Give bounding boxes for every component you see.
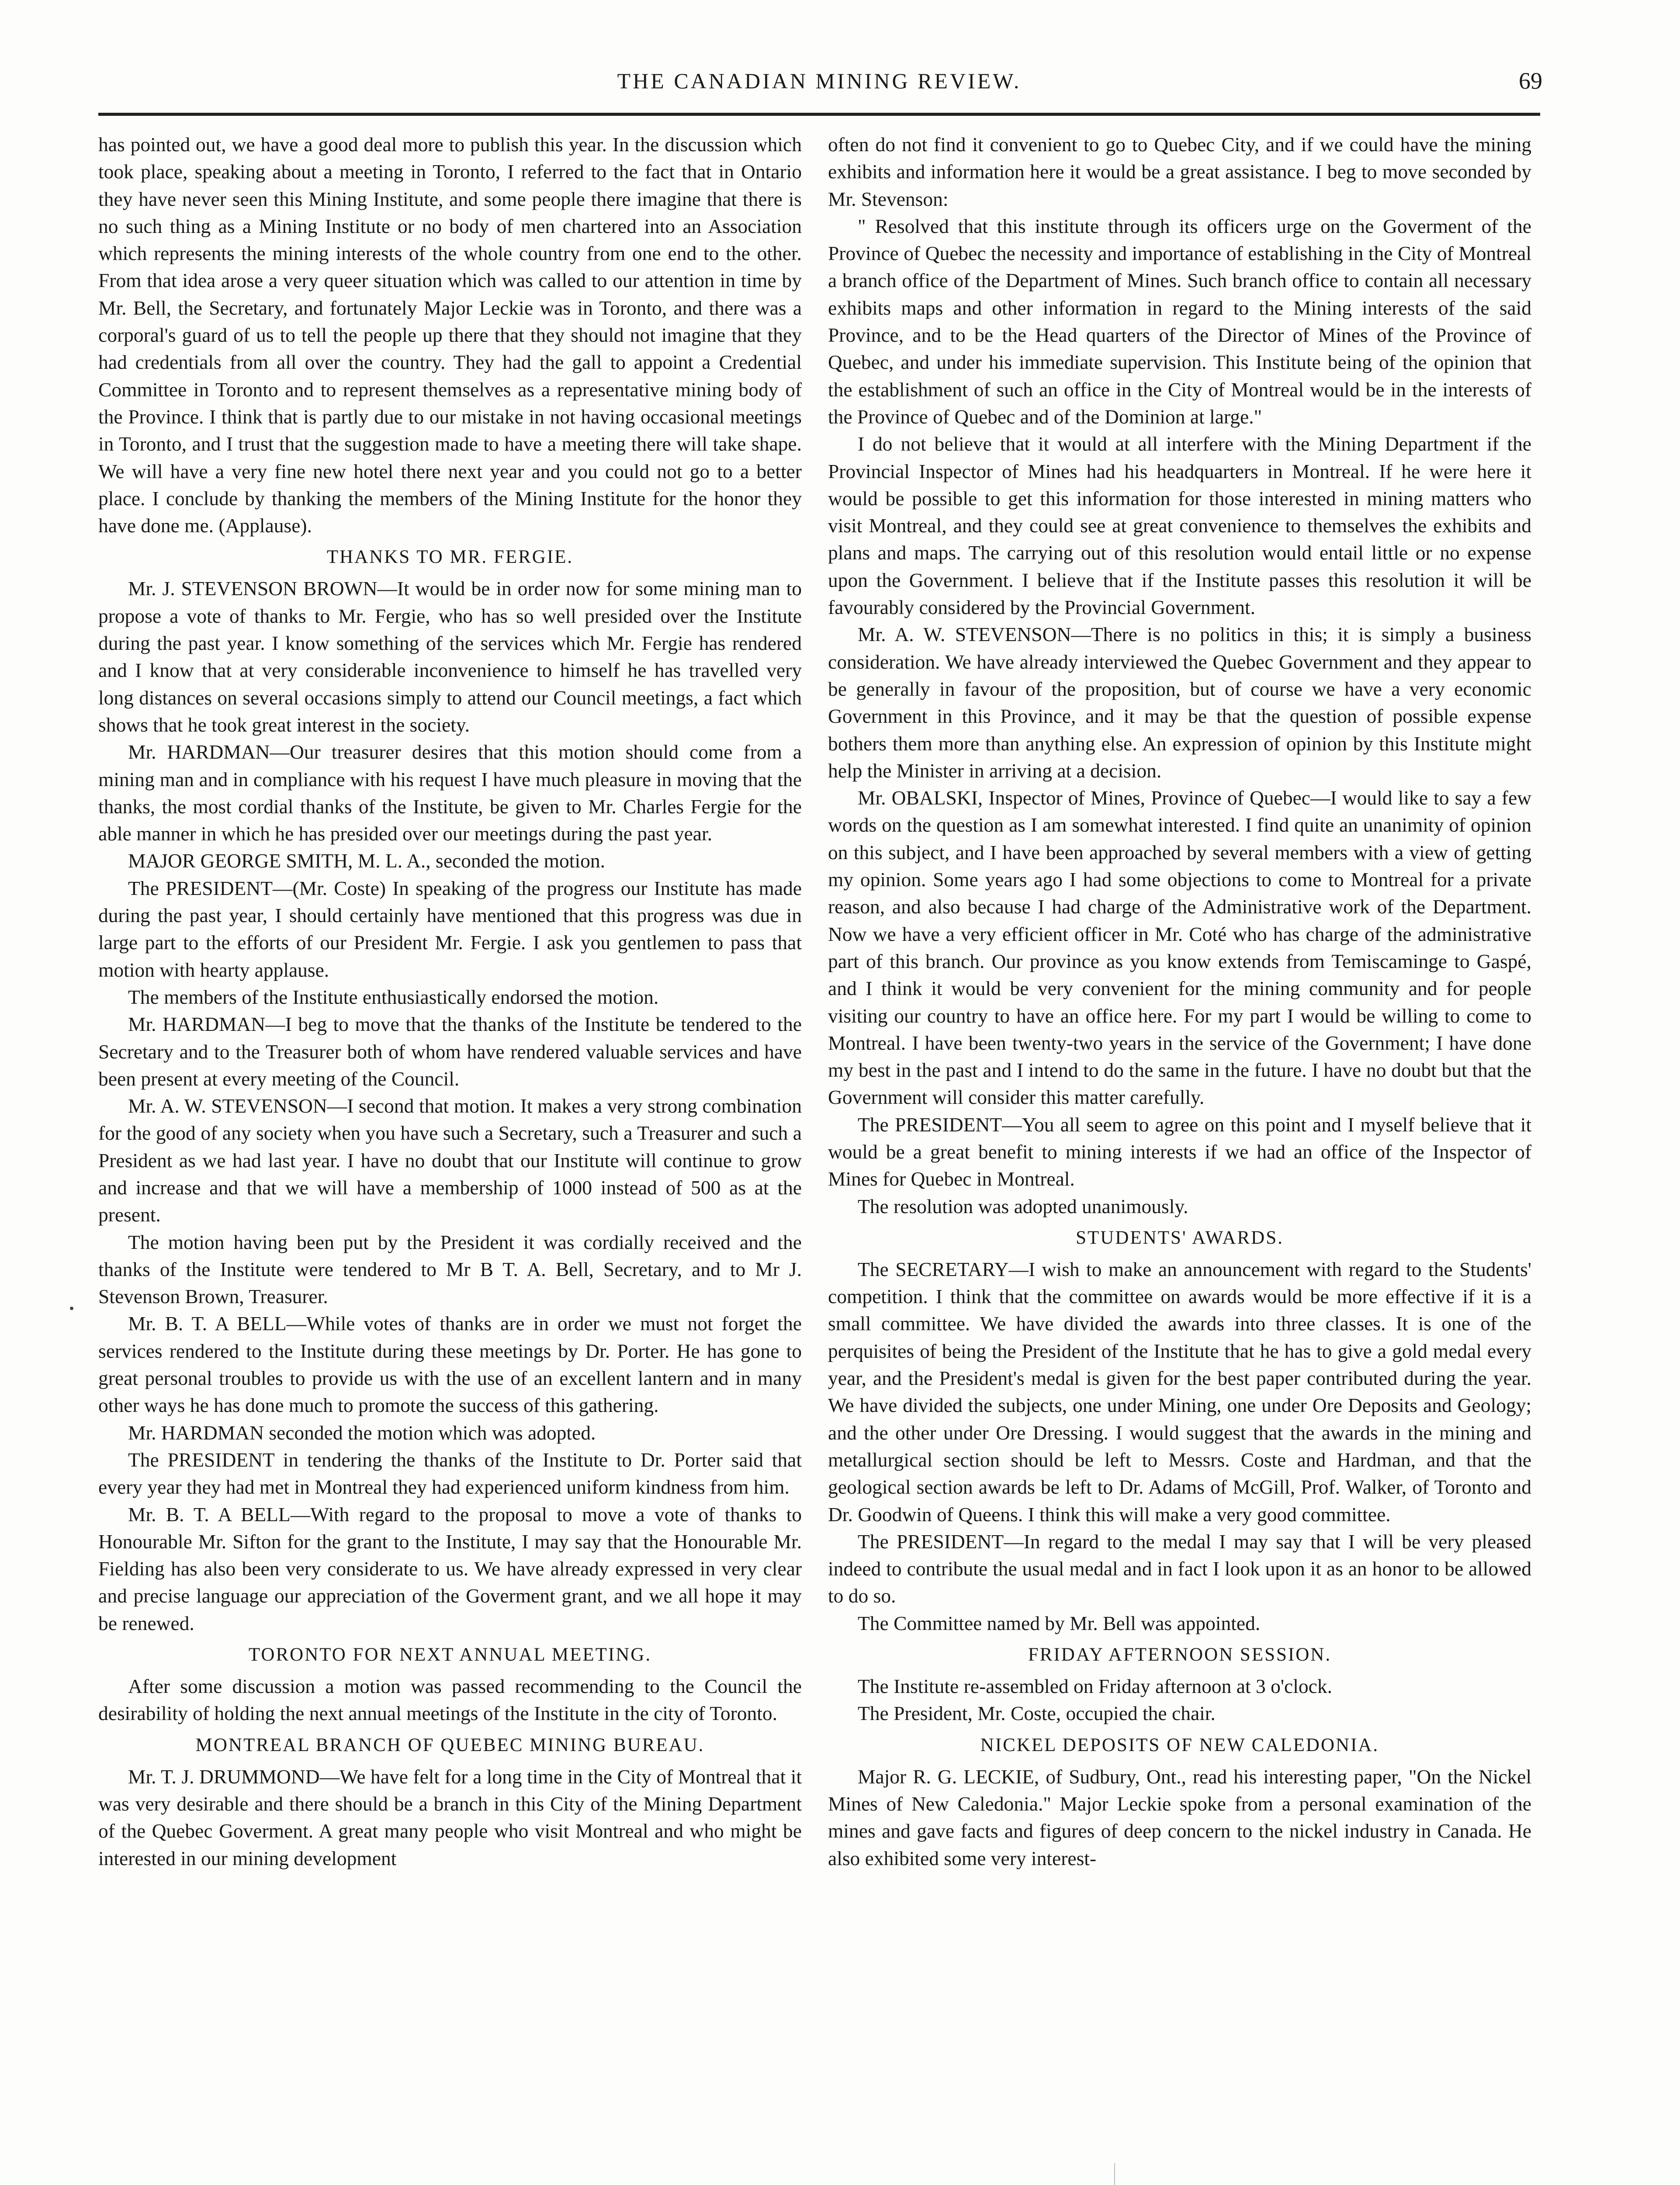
section-heading: FRIDAY AFTERNOON SESSION. <box>1028 1644 1332 1665</box>
paragraph: Mr. A. W. STEVENSON—There is no politics in this; it is simply a business consideration. We have already interviewed the Quebec Government and they appear to be generally in favour of the proposition, but of course we have a very economic Government in this Province, and it may be that the question of possible expense bothers them more than anything else. An expression of opinion by this Institute might help the Minister in arriving at a decision. <box>828 623 1531 782</box>
paragraph: " Resolved that this institute through its officers urge on the Goverment of the Province of Quebec the necessity and importance of establishing in the City of Montreal a branch office of the Department of Mines. Such branch office to contain all necessary exhibits maps and other information in regard to the Mining interests of the said Province, and to be the Head quarters of the Director of Mines of the Province of Quebec, and under his immediate supervision. This Institute being of the opinion that the establishment of such an office in the City of Montreal would be in the interests of the Province of Quebec and of the Dominion at large." <box>828 215 1531 428</box>
paragraph: Mr. J. STEVENSON BROWN—It would be in order now for some mining man to propose a vote of thanks to Mr. Fergie, who has so well presided over the Institute during the past year. I know something of the services which Mr. Fergie has rendered and I know that at very considerable inconvenience to himself he has travelled very long distances on several occasions simply to attend our Council meetings, a fact which shows that he took great interest in the society. <box>98 577 802 736</box>
paragraph: Mr. B. T. A BELL—While votes of thanks are in order we must not forget the services rendered to the Institute during these meetings by Dr. Porter. He has gone to great personal troubles to provide us with the use of an excellent lantern and in many other ways he has done much to promote the success of this gathering. <box>98 1312 802 1417</box>
paragraph: Mr. HARDMAN—I beg to move that the thanks of the Institute be tendered to the Secretary and to the Treasurer both of whom have rendered valuable services and have been present at every meeting of the Council. <box>98 1013 802 1090</box>
right-column <box>828 131 1531 1872</box>
running-title: THE CANADIAN MINING REVIEW. <box>617 69 1022 93</box>
section-heading: STUDENTS' AWARDS. <box>1076 1227 1284 1248</box>
section-heading: TORONTO FOR NEXT ANNUAL MEETING. <box>248 1644 652 1665</box>
section-heading: NICKEL DEPOSITS OF NEW CALEDONIA. <box>980 1734 1379 1755</box>
paragraph: The motion having been put by the President it was cordially received and the thanks of the Institute were tendered to Mr B T. A. Bell, Secretary, and to Mr J. Stevenson Brown, Treasurer. <box>98 1231 802 1308</box>
paragraph: Major R. G. LECKIE, of Sudbury, Ont., read his interesting paper, "On the Nickel Mines of New Caledonia." Major Leckie spoke from a personal examination of the mines and gave facts and figures of deep concern to the nickel industry in Canada. He also exhibited some very interest- <box>828 1765 1531 1869</box>
paragraph: Mr. HARDMAN—Our treasurer desires that this motion should come from a mining man and in compliance with his request I have much pleasure in moving that the thanks, the most cordial thanks of the Institute, be given to Mr. Charles Fergie for the able manner in which he has presided over our meetings during the past year. <box>98 741 802 845</box>
paragraph: The PRESIDENT—In regard to the medal I may say that I will be very pleased indeed to contribute the usual medal and in fact I look upon it as an honor to be allowed to do so. <box>828 1530 1531 1607</box>
fold-mark <box>1114 2163 1115 2185</box>
continued-paragraph: often do not find it convenient to go to Quebec City, and if we could have the mining exhibits and information here it would be a great assistance. I beg to move seconded by Mr. Stevenson: <box>828 133 1531 210</box>
paragraph: The SECRETARY—I wish to make an announcement with regard to the Students' competition. I think that the committee on awards would be more effective if it is a small committee. We have divided the awards into three classes. It is one of the perquisites of being the President of the Institute that he has to give a gold medal every year, and the President's medal is given for the best paper contributed during the year. We have divided the subjects, one under Mining, one under Ore Deposits and Geology; and the other under Ore Dressing. I would suggest that the awards in the mining and metallurgical section should be left to Messrs. Coste and Hardman, and that the geological section awards be left to Dr. Adams of McGill, Prof. Walker, of Toronto and Dr. Goodwin of Queens. I think this will make a very good committee. <box>828 1258 1531 1526</box>
paragraph: MAJOR GEORGE SMITH, M. L. A., seconded the motion. <box>128 850 605 872</box>
page-header <box>96 66 1542 101</box>
paragraph: The members of the Institute enthusiastically endorsed the motion. <box>128 985 659 1008</box>
paragraph: Mr. B. T. A BELL—With regard to the proposal to move a vote of thanks to Honourable Mr. Sifton for the grant to the Institute, I may say that the Honourable Mr. Fielding has also been very considerate to us. We have already expressed in very clear and precise language our appreciation of the Goverment grant, and we all hope it may be renewed. <box>98 1503 802 1634</box>
paragraph: Mr. A. W. STEVENSON—I second that motion. It makes a very strong combination for the good of any society when you have such a Secretary, such a Treasurer and such a President as we had last year. I have no doubt that our Institute will continue to grow and increase and that we will have a membership of 1000 instead of 500 as at the present. <box>98 1095 802 1226</box>
paragraph: Mr. T. J. DRUMMOND—We have felt for a long time in the City of Montreal that it was very desirable and there should be a branch in this City of the Mining Department of the Quebec Goverment. A great many people who visit Montreal and who might be interested in our mining development <box>98 1765 802 1869</box>
section-heading: MONTREAL BRANCH OF QUEBEC MINING BUREAU. <box>195 1734 705 1755</box>
paragraph: The PRESIDENT—(Mr. Coste) In speaking of the progress our Institute has made during the past year, I should certainly have mentioned that this progress was due in large part to the efforts of our President Mr. Fergie. I ask you gentlemen to pass that motion with hearty applause. <box>98 877 802 981</box>
paragraph: The PRESIDENT—You all seem to agree on this point and I myself believe that it would be a great benefit to mining interests if we had an office of the Inspector of Mines for Quebec in Montreal. <box>828 1113 1531 1190</box>
header-rule <box>98 113 1540 116</box>
paragraph: After some discussion a motion was passed recommending to the Council the desirability of holding the next annual meetings of the Institute in the city of Toronto. <box>98 1675 802 1725</box>
paragraph: The Institute re-assembled on Friday afternoon at 3 o'clock. <box>858 1675 1332 1698</box>
paragraph: The PRESIDENT in tendering the thanks of the Institute to Dr. Porter said that every year they had met in Montreal they had experienced uniform kindness from him. <box>98 1448 802 1498</box>
margin-mark <box>70 1307 73 1310</box>
section-heading: THANKS TO MR. FERGIE. <box>326 547 574 568</box>
paragraph: The Committee named by Mr. Bell was appointed. <box>858 1612 1261 1634</box>
paragraph: The President, Mr. Coste, occupied the chair. <box>858 1702 1216 1725</box>
page-number: 69 <box>1519 68 1542 94</box>
left-column <box>98 131 802 1872</box>
paragraph: The resolution was adopted unanimously. <box>858 1195 1188 1217</box>
continued-paragraph: has pointed out, we have a good deal more to publish this year. In the discussion which took place, speaking about a meeting in Toronto, I referred to the fact that in Ontario they have never seen this Mining Institute, and some people there imagine that there is no such thing as a Mining Institute or no body of men chartered into an Association which represents the mining interests of the whole country from one end to the other. From that idea arose a very queer situation which was called to our attention in time by Mr. Bell, the Secretary, and fortunately Major Leckie was in Toronto, and there was a corporal's guard of us to tell the people up there that they should not imagine that they had credentials from all over the country. They had the gall to appoint a Credential Committee in Toronto and to represent themselves as a representative mining body of the Province. I think that is partly due to our mistake in not having occasional meetings in Toronto, and I trust that the suggestion made to have a meeting there will take shape. We will have a very fine new hotel there next year and you could not go to a better place. I conclude by thanking the members of the Mining Institute for the honor they have done me. (Applause). <box>98 133 802 537</box>
paragraph: Mr. HARDMAN seconded the motion which was adopted. <box>128 1421 596 1444</box>
paragraph: Mr. OBALSKI, Inspector of Mines, Province of Quebec—I would like to say a few words on the question as I am somewhat interested. I find quite an unanimity of opinion on this subject, and I have been approached by several members with a view of getting my opinion. Some years ago I had some objections to come to Montreal for a private reason, and also because I had charge of the Administrative work of the Department. Now we have a very efficient officer in Mr. Coté who has charge of the administrative part of this branch. Our province as you know extends from Temiscaminge to Gaspé, and I think it would be very convenient for the mining community and for people visiting our country to have an office here. For my part I would be willing to come to Montreal. I have been twenty-two years in the service of the Government; I have done my best in the past and I intend to do the same in the future. I have no doubt but that the Government will consider this matter carefully. <box>828 787 1531 1109</box>
paragraph: I do not believe that it would at all interfere with the Mining Department if the Provincial Inspector of Mines had his headquarters in Montreal. If he were here it would be possible to get this information for those interested in mining matters who visit Montreal, and they could see at great convenience to themselves the exhibits and plans and maps. The carrying out of this resolution would entail little or no expense upon the Government. I believe that if the Institute passes this resolution it will be favourably considered by the Provincial Government. <box>828 433 1531 619</box>
